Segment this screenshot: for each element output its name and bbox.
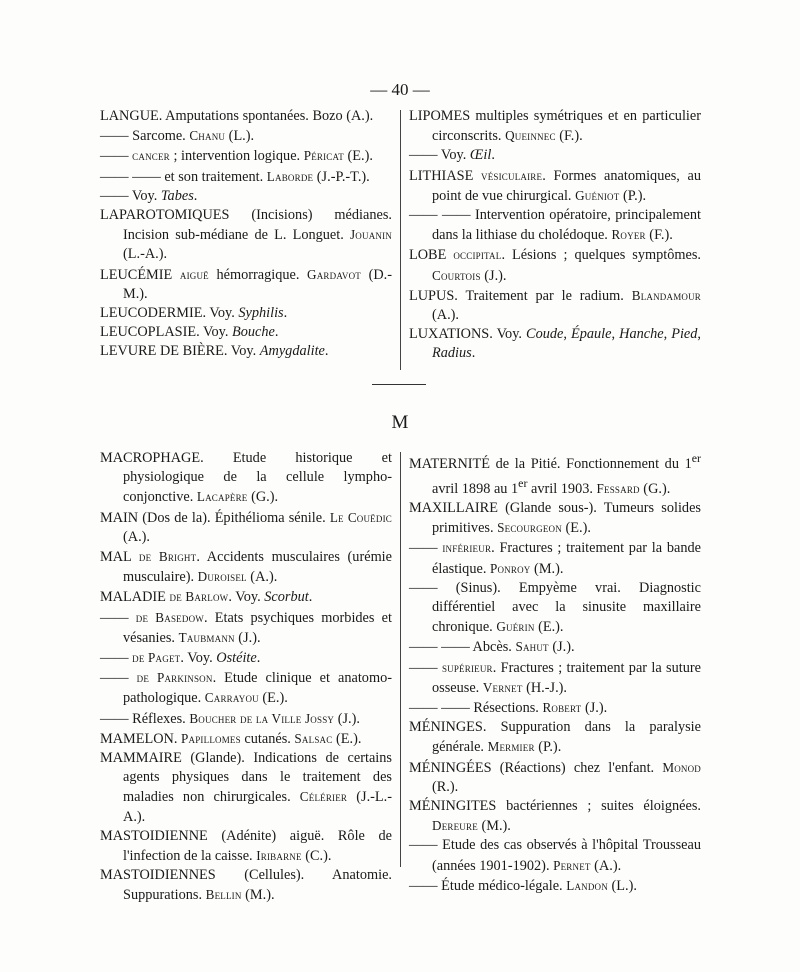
index-entry: —— inférieur. Fractures ; traitement par la bande élastique. Ponroy (M.). bbox=[409, 540, 701, 577]
index-entry: MAXILLAIRE (Glande sous-). Tumeurs solides primitives. Secourgeon (E.). bbox=[409, 499, 701, 537]
index-entry: LEUCODERMIE. Voy. Syphilis. bbox=[100, 305, 288, 322]
index-entry: —— de Basedow. Etats psychiques morbides et vésanies. Taubmann (J.). bbox=[100, 609, 392, 646]
index-entry: —— Réflexes. Boucher de la Ville Jossy (J.). bbox=[100, 710, 360, 727]
index-entry: —— Étude médico-légale. Landon (L.). bbox=[409, 877, 637, 894]
index-entry: —— —— et son traitement. Laborde (J.-P.-T.). bbox=[100, 168, 370, 185]
index-entry: MASTOIDIENNE (Adénite) aiguë. Rôle de l'infection de la caisse. Iribarne (C.). bbox=[100, 827, 392, 865]
index-entry: LAPAROTOMIQUES (Incisions) médianes. Incision sub-médiane de L. Longuet. Jouanin (L.-A.). bbox=[100, 207, 392, 263]
index-entry: MAMELON. Papillomes cutanés. Salsac (E.). bbox=[100, 730, 362, 747]
index-entry: —— (Sinus). Empyème vrai. Diagnostic différentiel avec la sinusite maxillaire chronique. Guérin (E.). bbox=[409, 579, 701, 636]
index-column-bottom-right bbox=[409, 449, 701, 896]
index-entry: LUPUS. Traitement par le radium. Blandamour (A.). bbox=[409, 287, 701, 324]
section-separator bbox=[372, 384, 426, 385]
index-entry: MAL de Bright. Accidents musculaires (urémie musculaire). Duroisel (A.). bbox=[100, 549, 393, 586]
index-entry: —— Voy. Œil. bbox=[409, 147, 495, 164]
index-entry: LOBE occipital. Lésions ; quelques symptômes. Courtois (J.). bbox=[409, 247, 701, 284]
index-entry: —— —— Intervention opératoire, principalement dans la lithiase du cholédoque. Royer (F.). bbox=[409, 207, 701, 244]
column-divider-top bbox=[400, 110, 401, 370]
index-entry: —— Voy. Tabes. bbox=[100, 187, 198, 204]
index-entry: MASTOIDIENNES (Cellules). Anatomie. Suppurations. Bellin (M.). bbox=[100, 867, 392, 904]
index-entry: —— de Paget. Voy. Ostéite. bbox=[100, 650, 261, 667]
section-letter: M bbox=[391, 412, 409, 433]
index-entry: LIPOMES multiples symétriques et en particulier circonscrits. Queinnec (F.). bbox=[409, 108, 701, 145]
index-entry: —— de Parkinson. Etude clinique et anatomo-pathologique. Carrayou (E.). bbox=[100, 670, 392, 707]
index-entry: LEUCOPLASIE. Voy. Bouche. bbox=[100, 324, 279, 341]
index-entry: MAIN (Dos de la). Épithélioma sénile. Le Couëdic (A.). bbox=[100, 509, 392, 545]
index-entry: LUXATIONS. Voy. Coude, Épaule, Hanche, Pied, Radius. bbox=[409, 326, 701, 362]
page-number: — 40 — bbox=[370, 80, 430, 99]
index-entry: —— cancer ; intervention logique. Péricat (E.). bbox=[100, 148, 373, 165]
index-entry: MÉNINGÉES (Réactions) chez l'enfant. Monod (R.). bbox=[409, 759, 701, 795]
index-entry: MATERNITÉ de la Pitié. Fonctionnement du 1er avril 1898 au 1er avril 1903. Fessard (G.). bbox=[409, 451, 701, 497]
index-entry: MÉNINGITES bactériennes ; suites éloignées. Dereure (M.). bbox=[409, 797, 701, 835]
index-entry: MÉNINGES. Suppuration dans la paralysie générale. Mermier (P.). bbox=[409, 719, 701, 756]
index-entry: —— supérieur. Fractures ; traitement par la suture osseuse. Vernet (H.-J.). bbox=[409, 659, 701, 696]
index-column-top-left bbox=[100, 107, 392, 362]
index-entry: LEVURE DE BIÈRE. Voy. Amygdalite. bbox=[100, 343, 329, 360]
index-entry: LITHIASE vésiculaire. Formes anatomiques, au point de vue chirurgical. Guéniot (P.). bbox=[409, 167, 701, 204]
index-entry: —— —— Résections. Robert (J.). bbox=[409, 699, 608, 716]
index-entry: MAMMAIRE (Glande). Indications de certains agents physiques dans le traitement des maladies non chirurgicales. Célérier (J.-L.-A.). bbox=[100, 750, 392, 825]
index-column-top-right bbox=[409, 107, 701, 364]
index-entry: LANGUE. Amputations spontanées. Bozo (A.). bbox=[100, 108, 374, 124]
index-entry: LEUCÉMIE aiguë hémorragique. Gardavot (D.-M.). bbox=[100, 266, 393, 302]
index-column-bottom-left bbox=[100, 449, 392, 906]
index-entry: —— —— Abcès. Sahut (J.). bbox=[409, 639, 575, 656]
index-entry: —— Sarcome. Chanu (L.). bbox=[100, 128, 255, 145]
index-entry: MACROPHAGE. Etude historique et physiologique de la cellule lympho-conjonctive. Lacapère (G.). bbox=[100, 450, 392, 506]
index-entry: —— Etude des cas observés à l'hôpital Trousseau (années 1901-1902). Pernet (A.). bbox=[409, 837, 701, 874]
column-divider-bottom bbox=[400, 452, 401, 867]
index-entry: MALADIE de Barlow. Voy. Scorbut. bbox=[100, 589, 313, 606]
